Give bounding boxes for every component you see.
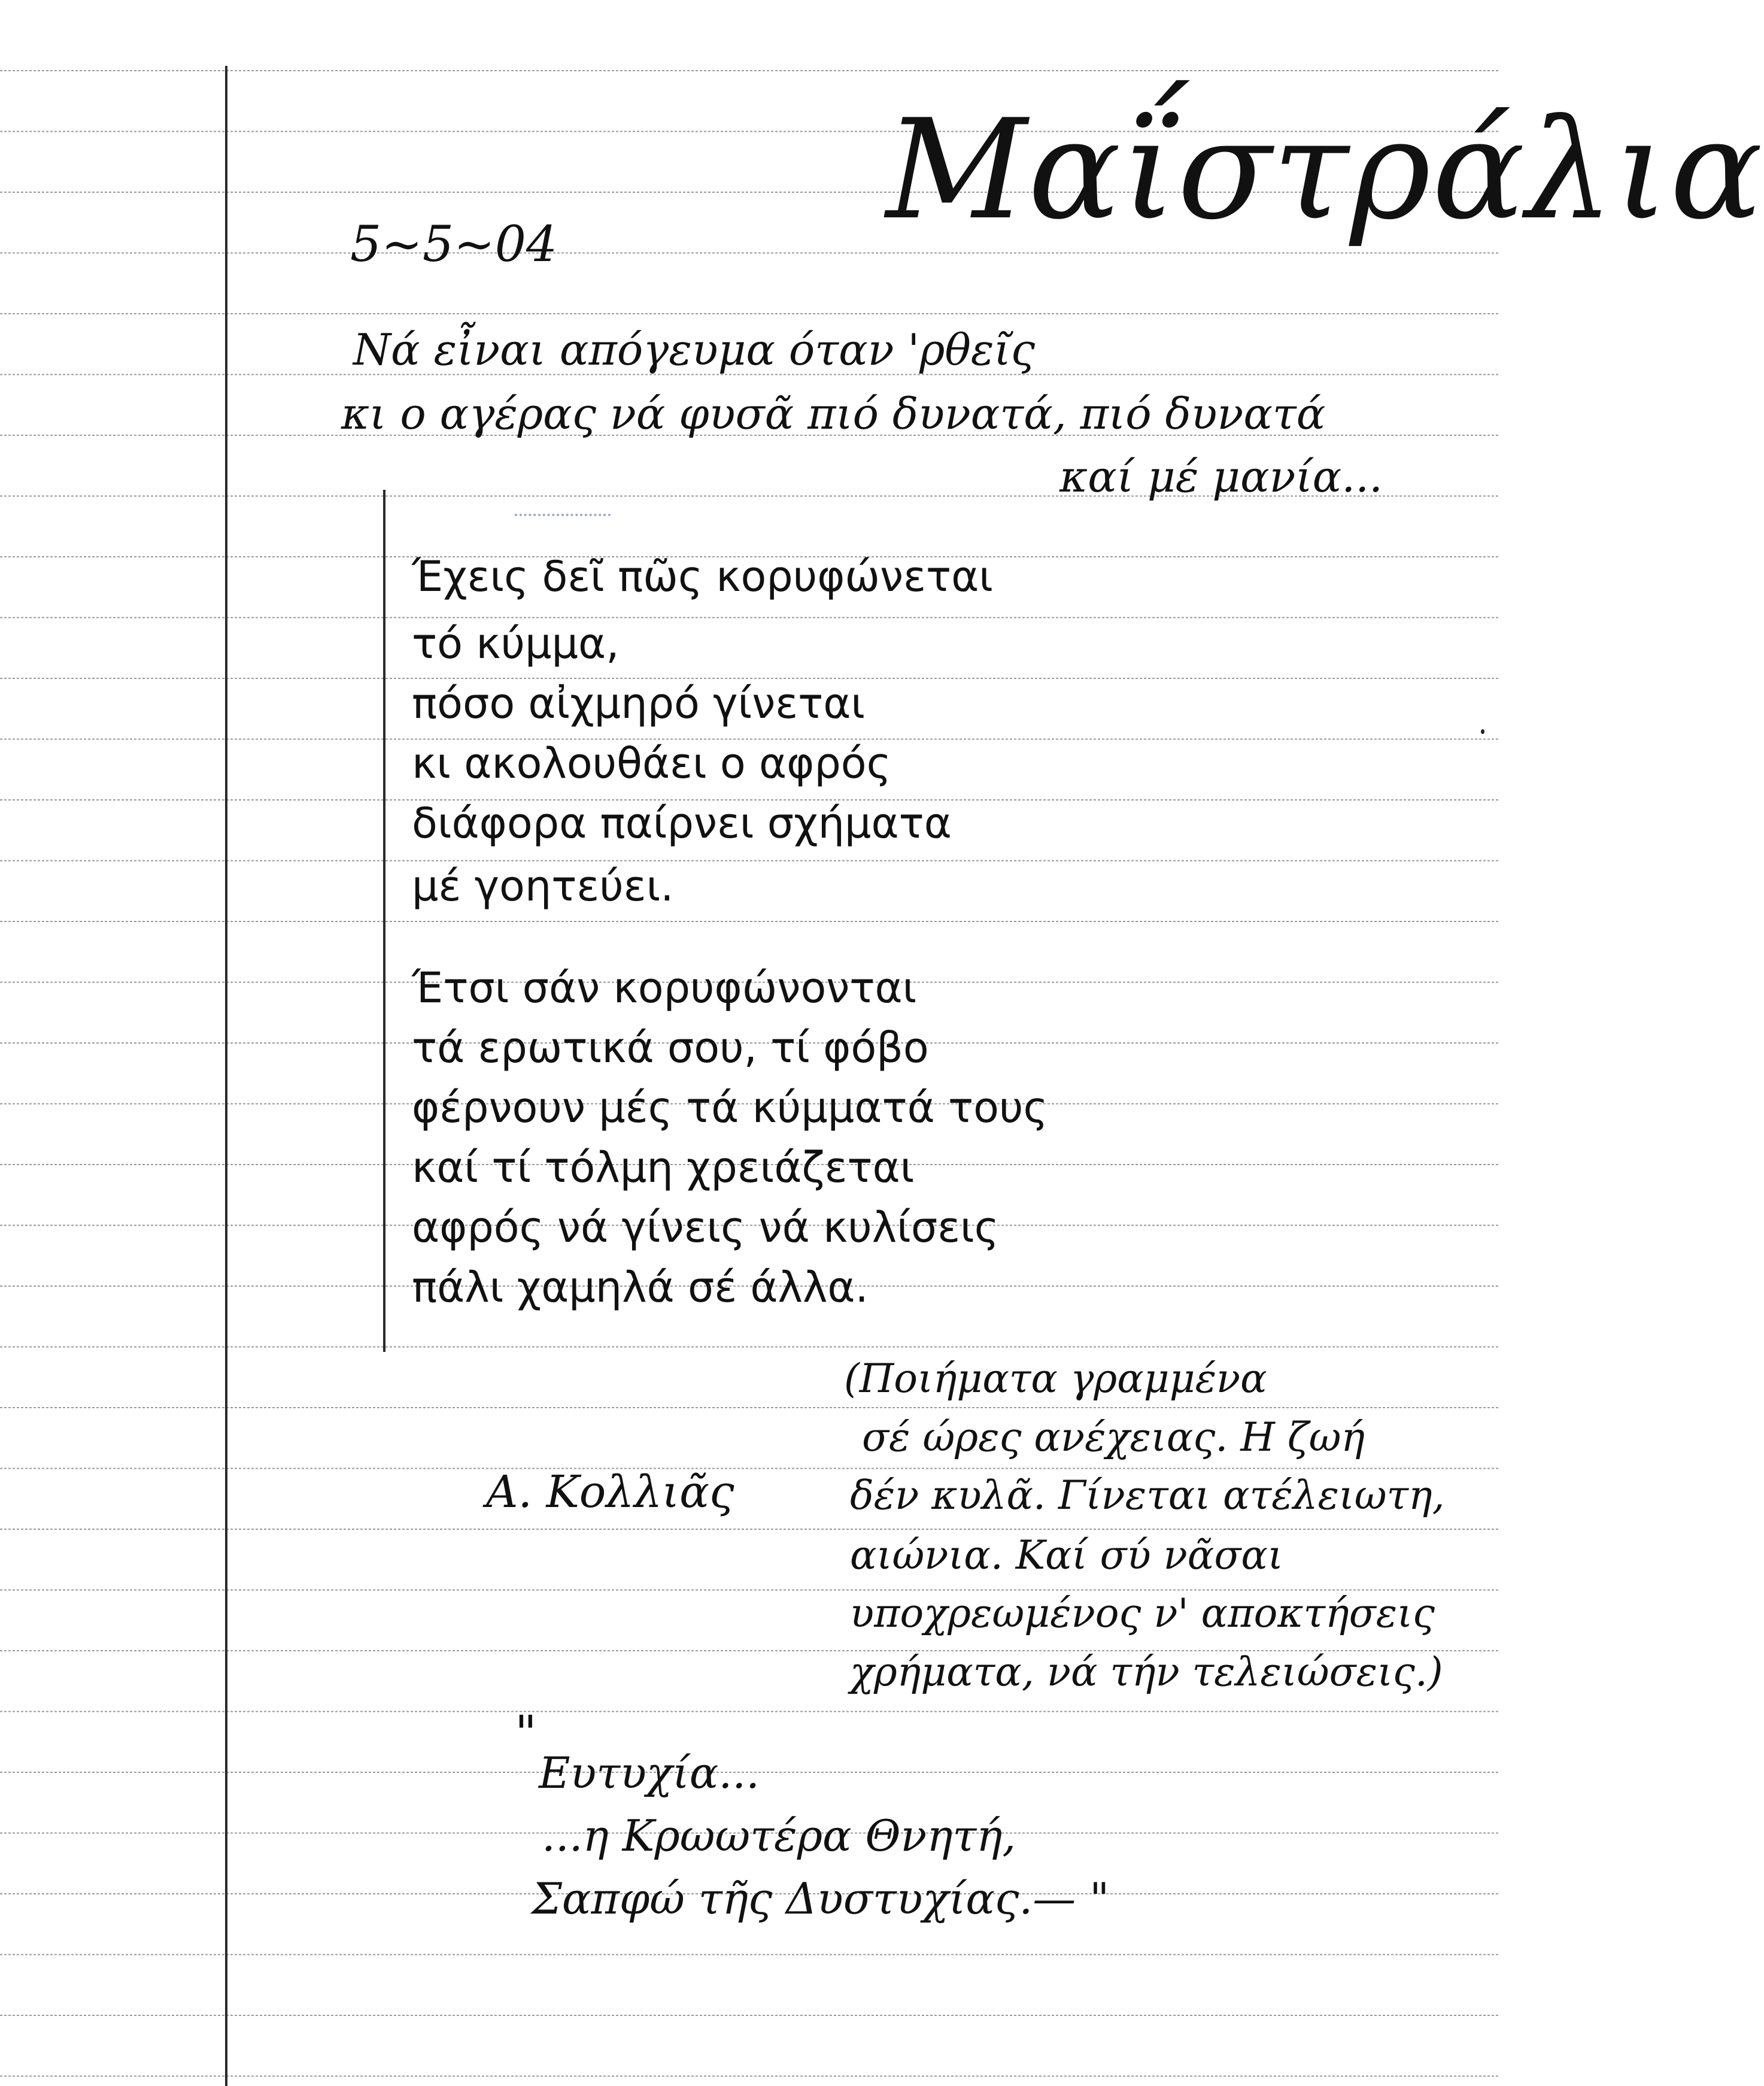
ink-dot [1481, 729, 1484, 734]
quote-line: ...η Κρωωτέρα Θνητή, [542, 1811, 1016, 1861]
author-signature: Α. Κολλιᾶς [486, 1466, 734, 1518]
stanza2-line: τά ερωτικά σου, τί φόβο [412, 1023, 929, 1072]
stanza2-line: πάλι χαμηλά σέ άλλα. [412, 1263, 869, 1312]
intro-line: καί μέ μανία... [1059, 451, 1383, 502]
stanza1-line: τό κύμμα, [412, 619, 620, 668]
stanza1-line: πόσο αἰχμηρό γίνεται [412, 679, 866, 728]
note-line: υποχρεωμένος ν' αποκτήσεις [850, 1590, 1435, 1636]
note-line: (Ποιήματα γραμμένα [844, 1356, 1267, 1402]
note-line: χρήματα, νά τήν τελειώσεις.) [850, 1649, 1443, 1695]
stanza1-line: μέ γοητεύει. [412, 862, 674, 911]
stanza2-line: αφρός νά γίνεις νά κυλίσεις [412, 1203, 999, 1252]
note-line: δέν κυλᾶ. Γίνεται ατέλειωτη, [850, 1472, 1445, 1518]
note-line: σέ ώρες ανέχειας. Η ζωή [862, 1414, 1365, 1460]
left-margin-line [225, 66, 227, 2086]
intro-line: κι ο αγέρας νά φυσᾶ πιό δυνατά, πιό δυνατά [341, 389, 1326, 439]
poem-title: Μαΐστράλια [886, 90, 1764, 250]
intro-line: Νά εἶναι απόγευμα όταν 'ρθεῖς [353, 325, 1036, 375]
stanza2-line: Έτσι σάν κορυφώνονται [412, 963, 917, 1012]
quote-line: Σαπφώ τῆς Δυστυχίας.— " [532, 1873, 1110, 1924]
date: 5~5~04 [350, 216, 558, 273]
note-line: αιώνια. Καί σύ νᾶσαι [850, 1532, 1283, 1578]
stanza1-line: διάφορα παίρνει σχήματα [412, 799, 952, 848]
quote-open-mark: " [515, 1705, 537, 1761]
inner-margin-line [383, 490, 385, 1352]
quote-line: Ευτυχία... [539, 1748, 760, 1798]
faint-ink-marks [515, 514, 611, 519]
stanza1-line: Έχεις δεῖ πῶς κορυφώνεται [412, 552, 993, 601]
stanza2-line: φέρνουν μές τά κύμματά τους [412, 1083, 1048, 1132]
stanza2-line: καί τί τόλμη χρειάζεται [412, 1143, 915, 1192]
stanza1-line: κι ακολουθάει ο αφρός [412, 739, 891, 788]
